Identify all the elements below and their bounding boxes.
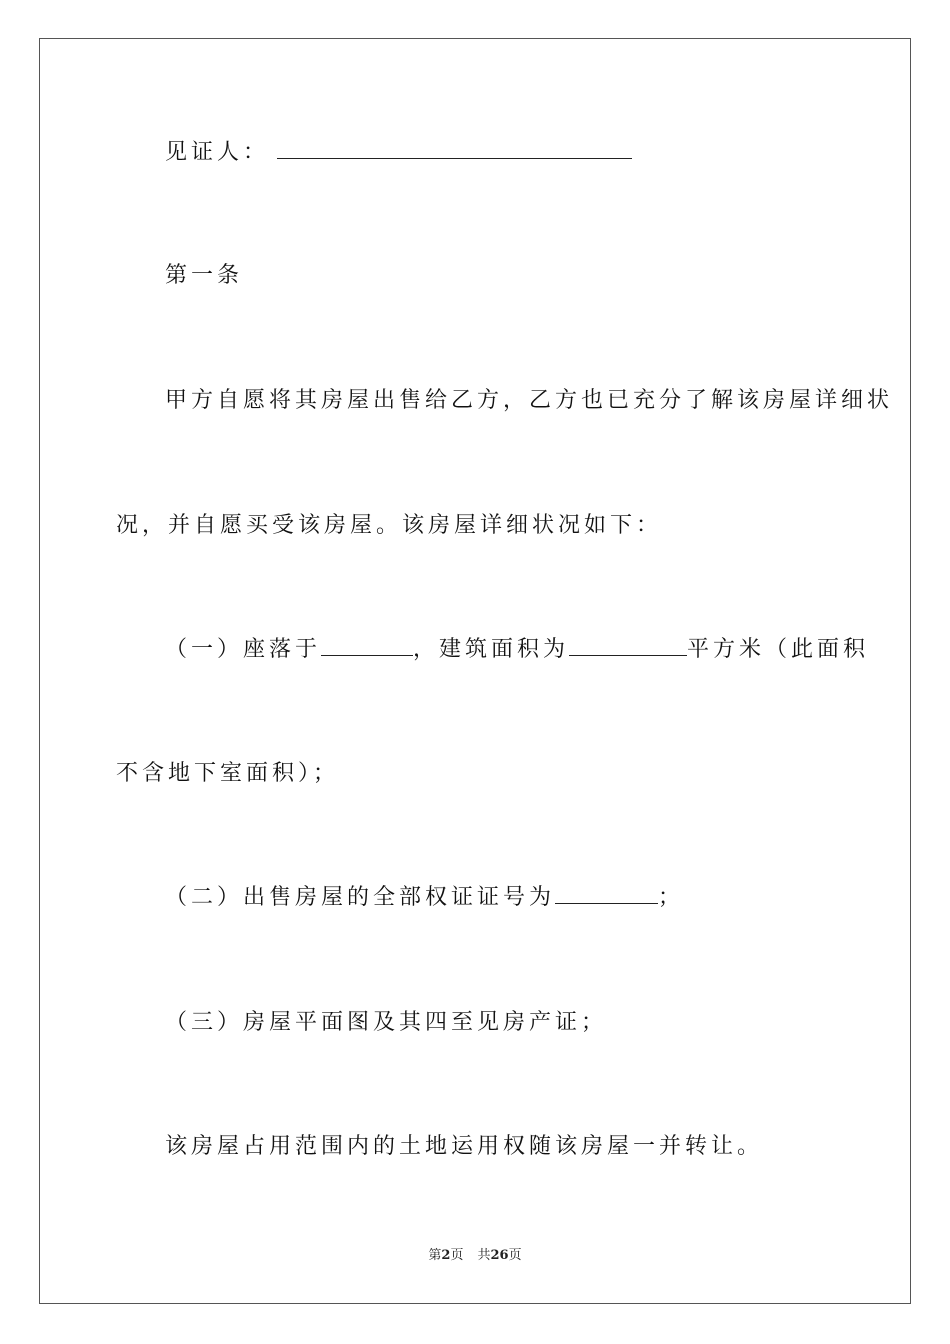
page-number: 2: [441, 1248, 451, 1263]
witness-line: [165, 138, 632, 168]
land-clause: 该房屋占用范围内的土地运用权随该房屋一并转让。: [165, 1134, 764, 1159]
item-2-suffix: ；: [658, 885, 685, 910]
item-2-prefix: （二）出售房屋的全部权证证号为: [165, 885, 556, 910]
page-suffix: 页: [450, 1248, 464, 1263]
item-3-line: （三）房屋平面图及其四至见房产证；: [165, 1010, 608, 1035]
total-prefix: 共: [477, 1248, 491, 1263]
page-footer: [0, 1247, 950, 1265]
page-prefix: 第: [428, 1248, 442, 1263]
page-border: [39, 38, 911, 1304]
paragraph-1-line-1: 甲方自愿将其房屋出售给乙方，乙方也已充分了解该房屋详细状: [165, 388, 894, 413]
location-blank[interactable]: [321, 637, 413, 656]
item-1-mid: ，建筑面积为: [413, 637, 570, 662]
total-pages: 26: [490, 1248, 509, 1263]
article-title: 第一条: [165, 263, 244, 288]
certificate-number-blank[interactable]: [555, 885, 658, 904]
total-suffix: 页: [508, 1248, 522, 1263]
item-1-suffix: 平方米（此面积: [687, 637, 870, 662]
paragraph-1-line-2: 况，并自愿买受该房屋。该房屋详细状况如下：: [116, 513, 663, 538]
item-1-line-1: [165, 635, 869, 665]
item-2-line: [165, 883, 684, 913]
item-1-prefix: （一）座落于: [165, 637, 322, 662]
witness-blank[interactable]: [277, 138, 632, 159]
area-blank[interactable]: [569, 637, 687, 656]
item-1-line-2: 不含地下室面积）；: [116, 761, 340, 786]
witness-label: 见证人：: [165, 140, 270, 165]
